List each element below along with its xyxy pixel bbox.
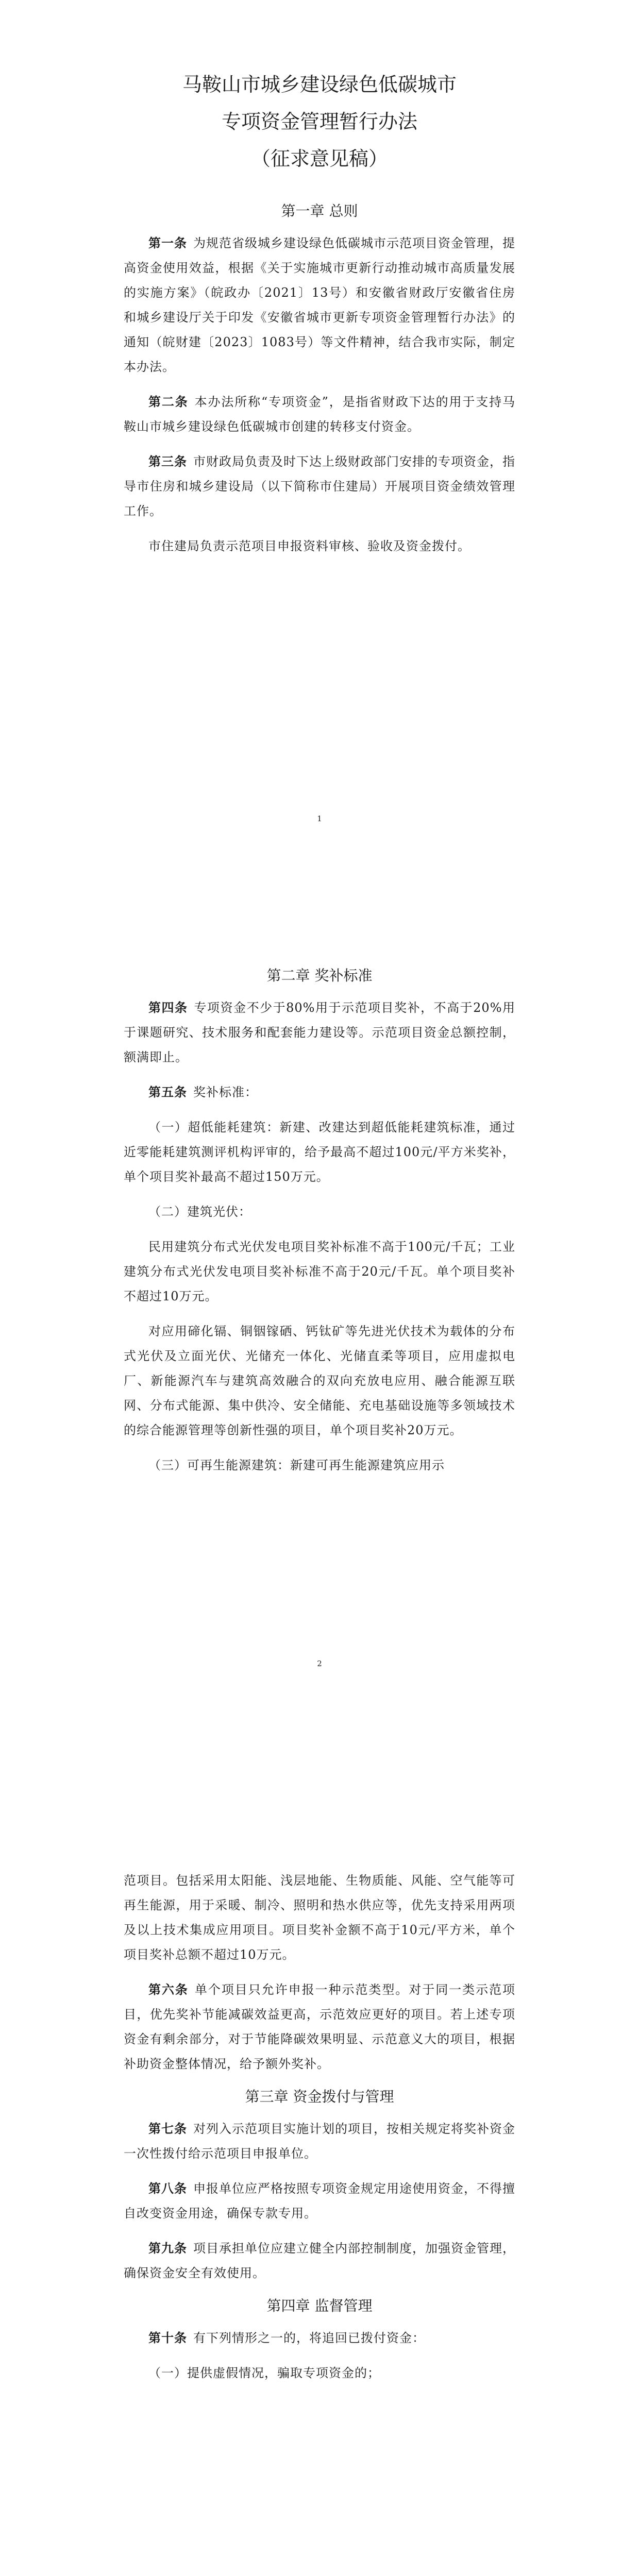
paragraph-text: （一）超低能耗建筑：新建、改建达到超低能耗建筑标准，通过近零能耗建筑测评机构评审的，给予最高不超过100元/平方米奖补，单个项目奖补最高不超过150万元。 [124,1120,515,1184]
paragraph-text: 对列入示范项目实施计划的项目，按相关规定将奖补资金一次性拨付给示范项目申报单位。 [124,2122,515,2161]
article-number: 第八条 [148,2181,187,2196]
paragraph [124,1453,515,1478]
paragraph-text: 对应用碲化镉、铜铟镓硒、钙钛矿等先进光伏技术为载体的分布式光伏及立面光伏、光储充一体化、光储直柔等项目，应用虚拟电厂、新能源汽车与建筑高效融合的双向充放电应用、融合能源互联网、分布式能源、集中供冷、安全储能、充电基础设施等多领域技术的综合能源管理等创新性强的项目，单个项目奖补20万元。 [124,1324,515,1437]
paragraph-text: 专项资金不少于80%用于示范项目奖补，不高于20%用于课题研究、技术服务和配套能力建设等。示范项目资金总额控制，额满即止。 [124,1001,516,1064]
article-number: 第三条 [148,454,187,469]
paragraph-text: （二）建筑光伏： [148,1205,251,1219]
paragraph [124,2236,515,2285]
page-3 [0,1807,639,2576]
page-number: 2 [317,1659,322,1668]
paragraph [124,2116,515,2166]
paragraph-text: 奖补标准： [193,1085,258,1099]
paragraph [124,2326,515,2350]
chapter-heading: 第二章 奖补标准 [266,967,373,984]
paragraph-text: 市住建局负责示范项目申报资料审核、验收及资金拨付。 [148,539,470,553]
page-1 [0,0,639,904]
paragraph [124,1234,515,1309]
article-number: 第四条 [148,1001,188,1015]
paragraph [124,449,515,523]
title-line-2: 专项资金管理暂行办法 [221,110,417,133]
paragraph-text: 单个项目只允许申报一种示范类型。对于同一类示范项目，优先奖补节能减碳效益更高，示范效应更好的项目。若上述专项资金有剩余部分，对于节能降碳效果明显、示范意义大的项目，根据补助资金整体情况，给予额外奖补。 [124,1982,516,2071]
paragraph-text: （一）提供虚假情况，骗取专项资金的； [148,2366,380,2380]
article-number: 第七条 [148,2122,187,2136]
chapter-heading: 第三章 资金拨付与管理 [245,2088,394,2105]
page-2 [0,904,639,1807]
article-number: 第一条 [148,236,187,250]
paragraph-text: （三）可再生能源建筑：新建可再生能源建筑应用示 [148,1458,445,1472]
page-3-body [124,1868,515,2385]
paragraph [124,995,515,1070]
article-number: 第五条 [148,1085,187,1099]
paragraph [124,1868,515,1967]
article-number: 第六条 [148,1982,189,1997]
page-3-content [124,1868,515,2396]
paragraph-text: 范项目。包括采用太阳能、浅层地能、生物质能、风能、空气能等可再生能源，用于采暖、制冷、照明和热水供应等，优先支持采用两项及以上技术集成应用项目。项目奖补金额不高于10元/平方米，单个项目奖补总额不超过10万元。 [124,1873,515,1962]
article-number: 第十条 [148,2331,187,2345]
title-line-1: 马鞍山市城乡建设绿色低碳城市 [182,73,457,96]
paragraph-text: 为规范省级城乡建设绿色低碳城市示范项目资金管理，提高资金使用效益，根据《关于实施城市更新行动推动城市高质量发展的实施方案》（皖政办〔2021〕13号）和安徽省财政厅安徽省住房和城乡建设厅关于印发《安徽省城市更新专项资金管理暂行办法》的通知（皖财建〔2023〕1083号）等文件精神，结合我市实际，制定本办法。 [124,236,515,374]
paragraph-text: 本办法所称“专项资金”，是指省财政下达的用于支持马鞍山市城乡建设绿色低碳城市创建的转移支付资金。 [124,395,515,434]
paragraph [124,1115,515,1189]
paragraph [124,231,515,379]
paragraph [124,1199,515,1224]
document-title [124,66,515,177]
paragraph-text: 有下列情形之一的，将追回已拨付资金： [193,2331,425,2345]
paragraph-text: 项目承担单位应建立健全内部控制制度，加强资金管理，确保资金安全有效使用。 [124,2241,515,2280]
paragraph [124,1319,515,1443]
article-number: 第二条 [148,395,189,409]
title-line-3: （征求意见稿） [250,147,388,170]
paragraph [124,2176,515,2226]
page-1-body [124,201,515,558]
page-2-body [124,965,515,1478]
article-number: 第九条 [148,2241,187,2256]
paragraph-text: 市财政局负责及时下达上级财政部门安排的专项资金，指导市住房和城乡建设局（以下简称市住建局）开展项目资金绩效管理工作。 [124,454,515,518]
chapter-heading: 第一章 总则 [281,202,358,219]
paragraph [124,1977,515,2076]
page-2-content [124,965,515,1488]
chapter-heading: 第四章 监督管理 [266,2297,373,2314]
paragraph-text: 民用建筑分布式光伏发电项目奖补标准不高于100元/千瓦；工业建筑分布式光伏发电项目奖补标准不高于20元/千瓦。单个项目奖补不超过10万元。 [124,1240,515,1303]
paragraph [124,1080,515,1105]
paragraph-text: 申报单位应严格按照专项资金规定用途使用资金，不得擅自改变资金用途，确保专款专用。 [124,2181,515,2221]
paragraph [124,2361,515,2385]
page-1-content [124,66,515,569]
page-number: 1 [317,814,322,823]
paragraph [124,534,515,558]
paragraph [124,389,515,439]
